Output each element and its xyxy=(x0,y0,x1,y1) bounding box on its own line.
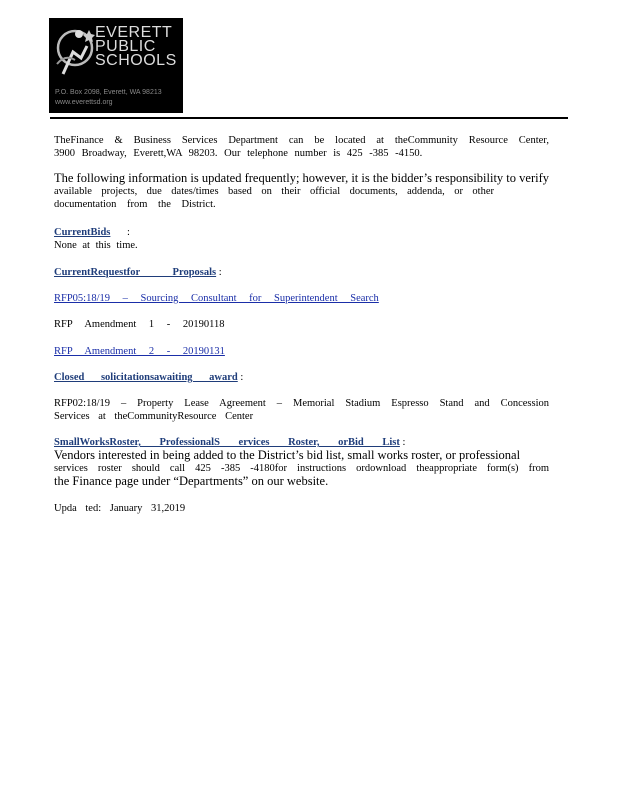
closed-line-2: Services at theCommunityResource Center xyxy=(54,411,254,422)
small-works-line-3: the Finance page under “Departments” on our website. xyxy=(54,474,329,488)
intro-paragraph xyxy=(54,134,549,160)
current-bids-section xyxy=(54,226,549,252)
rfp-item-1[interactable] xyxy=(54,292,549,305)
small-works-paragraph xyxy=(54,449,549,488)
rfp-item-3[interactable] xyxy=(54,345,549,358)
rfp-section-heading: CurrentRequestfor Proposals : xyxy=(54,267,222,278)
intro-line-1: TheFinance & Business Services Department can be located at theCommunity Resource Center, xyxy=(54,135,549,146)
notice-line-2: available projects, due dates/times based on their official documents, addenda, or other xyxy=(54,186,494,197)
small-works-line-2: services roster should call 425 -385 -4180for instructions ordownload theappropriate form(s) from xyxy=(54,463,549,474)
runner-emblem-icon xyxy=(53,24,97,84)
rfp-amendment-2-link[interactable]: RFP Amendment 2 - 20190131 xyxy=(54,346,225,357)
closed-paragraph xyxy=(54,397,549,423)
rfp-amendment-1-text: RFP Amendment 1 - 20190118 xyxy=(54,319,225,330)
notice-line-1: The following information is updated frequently; however, it is the bidder’s responsibility to verify xyxy=(54,171,550,185)
current-bids-text: None at this time. xyxy=(54,240,138,251)
small-works-line-1: Vendors interested in being added to the District’s bid list, small works roster, or professional xyxy=(54,448,521,462)
small-works-heading: SmallWorksRoster, ProfessionalS ervices Roster, orBid List : xyxy=(54,437,406,448)
intro-line-2: 3900 Broadway, Everett,WA 98203. Our telephone number is 425 -385 -4150. xyxy=(54,148,423,159)
closed-line-1: RFP02:18/19 – Property Lease Agreement – Memorial Stadium Espresso Stand and Concession xyxy=(54,398,549,409)
current-bids-heading: CurrentBids : xyxy=(54,227,130,238)
notice-line-3: documentation from the District. xyxy=(54,199,216,210)
rfp-sourcing-consultant-link[interactable]: RFP05:18/19 – Sourcing Consultant for Superintendent Search xyxy=(54,293,379,304)
header-divider xyxy=(50,117,568,119)
updated-date: Upda ted: January 31,2019 xyxy=(54,503,186,514)
logo-wordmark: EVERETT PUBLIC SCHOOLS xyxy=(95,24,177,69)
closed-section-heading: Closed solicitationsawaiting award : xyxy=(54,372,244,383)
district-logo xyxy=(49,18,183,113)
notice-paragraph xyxy=(54,172,549,211)
logo-address: P.O. Box 2098, Everett, WA 98213 www.everettsd.org xyxy=(55,89,162,106)
rfp-item-2 xyxy=(54,318,549,331)
